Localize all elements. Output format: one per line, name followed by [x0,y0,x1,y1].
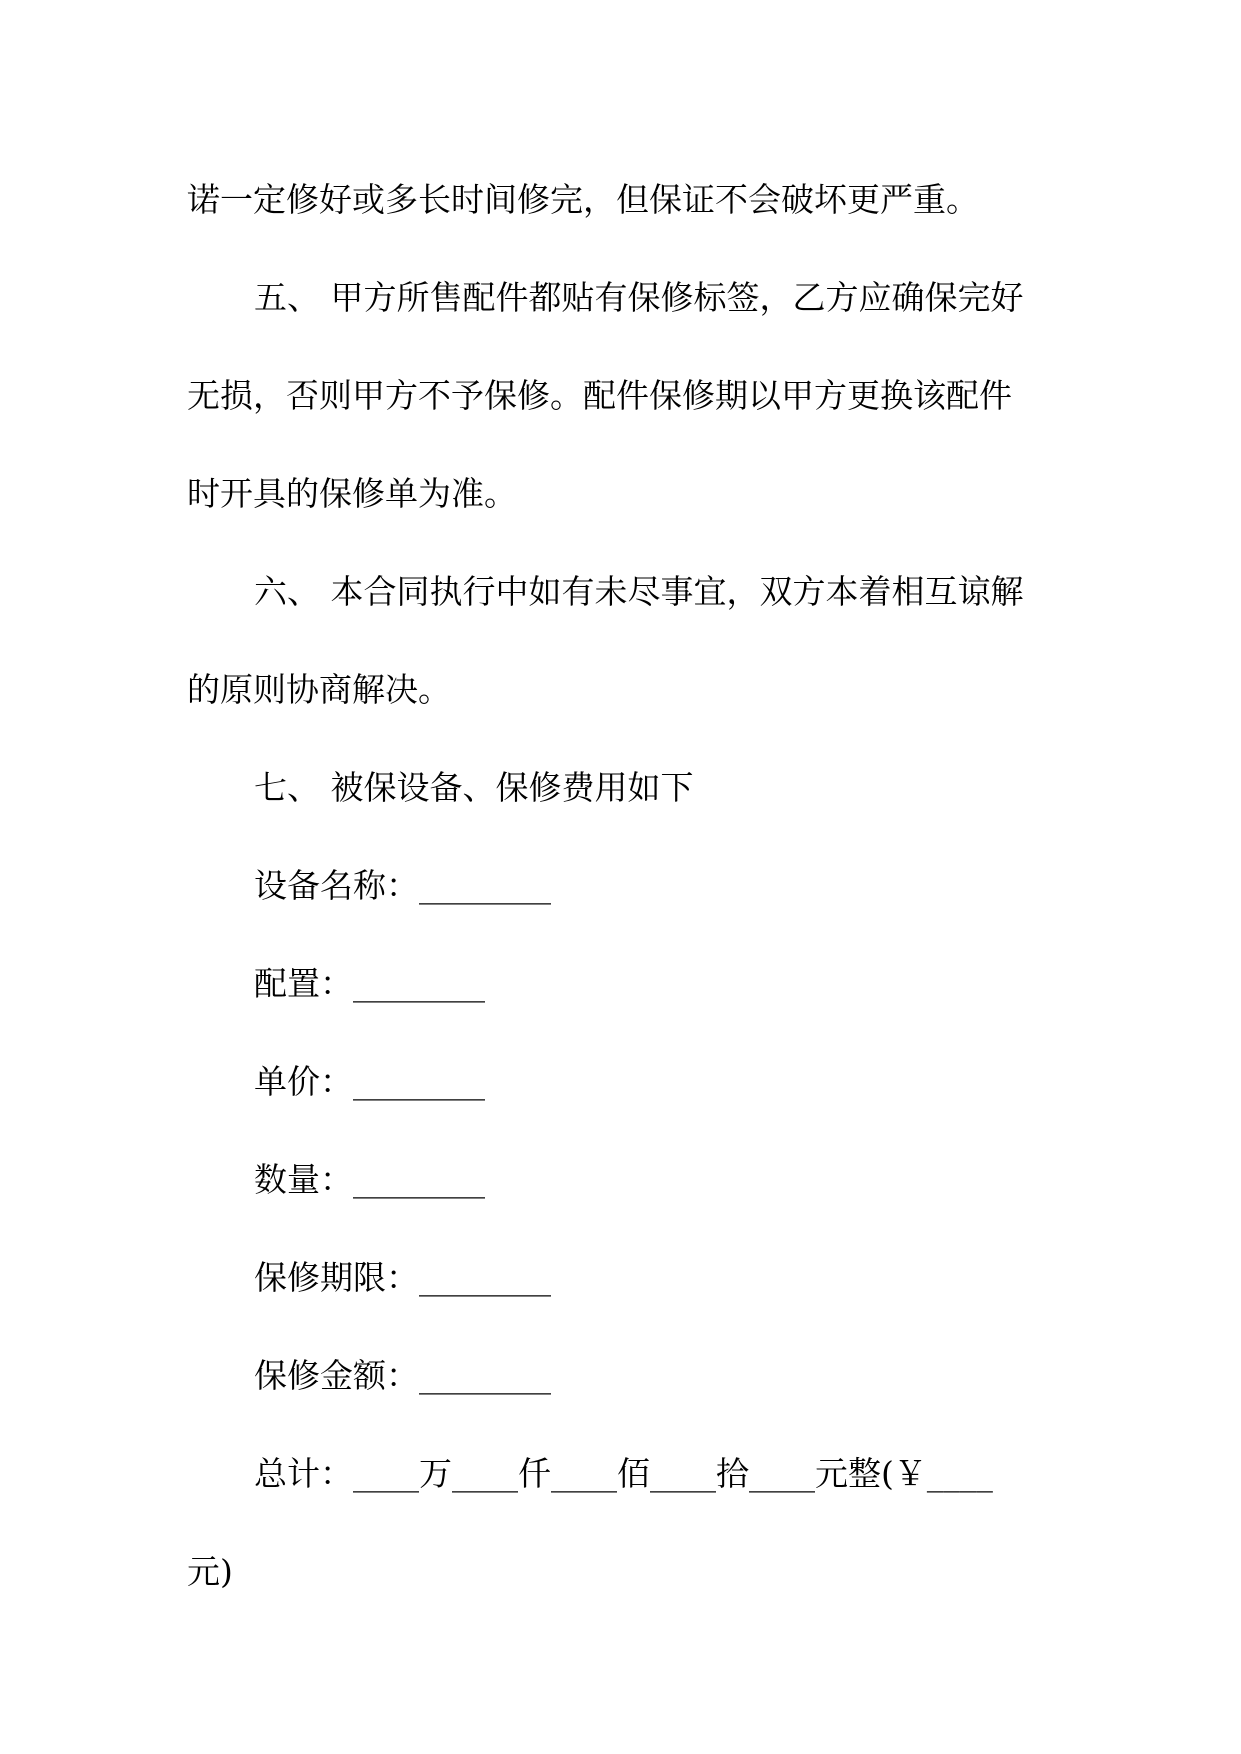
clause-6-line-1: 六、 本合同执行中如有未尽事宜，双方本着相互谅解 [254,572,1024,611]
clause-6-line-2: 的原则协商解决。 [187,670,451,709]
field-configuration: 配置：________ [254,964,485,1003]
field-equipment-name: 设备名称：________ [254,866,551,905]
field-unit-price: 单价：________ [254,1062,485,1101]
clause-5-line-1: 五、 甲方所售配件都贴有保修标签，乙方应确保完好 [254,278,1024,317]
field-warranty-period: 保修期限：________ [254,1258,551,1297]
clause-5-line-3: 时开具的保修单为准。 [187,474,517,513]
field-quantity: 数量：________ [254,1160,485,1199]
field-warranty-amount: 保修金额：________ [254,1356,551,1395]
field-total-line-1: 总计：____万____仟____佰____拾____元整(￥____ [254,1454,993,1493]
clause-7-heading: 七、 被保设备、保修费用如下 [254,768,694,807]
field-total-line-2: 元) [187,1552,233,1591]
clause-5-line-2: 无损，否则甲方不予保修。配件保修期以甲方更换该配件 [187,376,1012,415]
clause-4-continuation: 诺一定修好或多长时间修完，但保证不会破坏更严重。 [187,180,979,219]
